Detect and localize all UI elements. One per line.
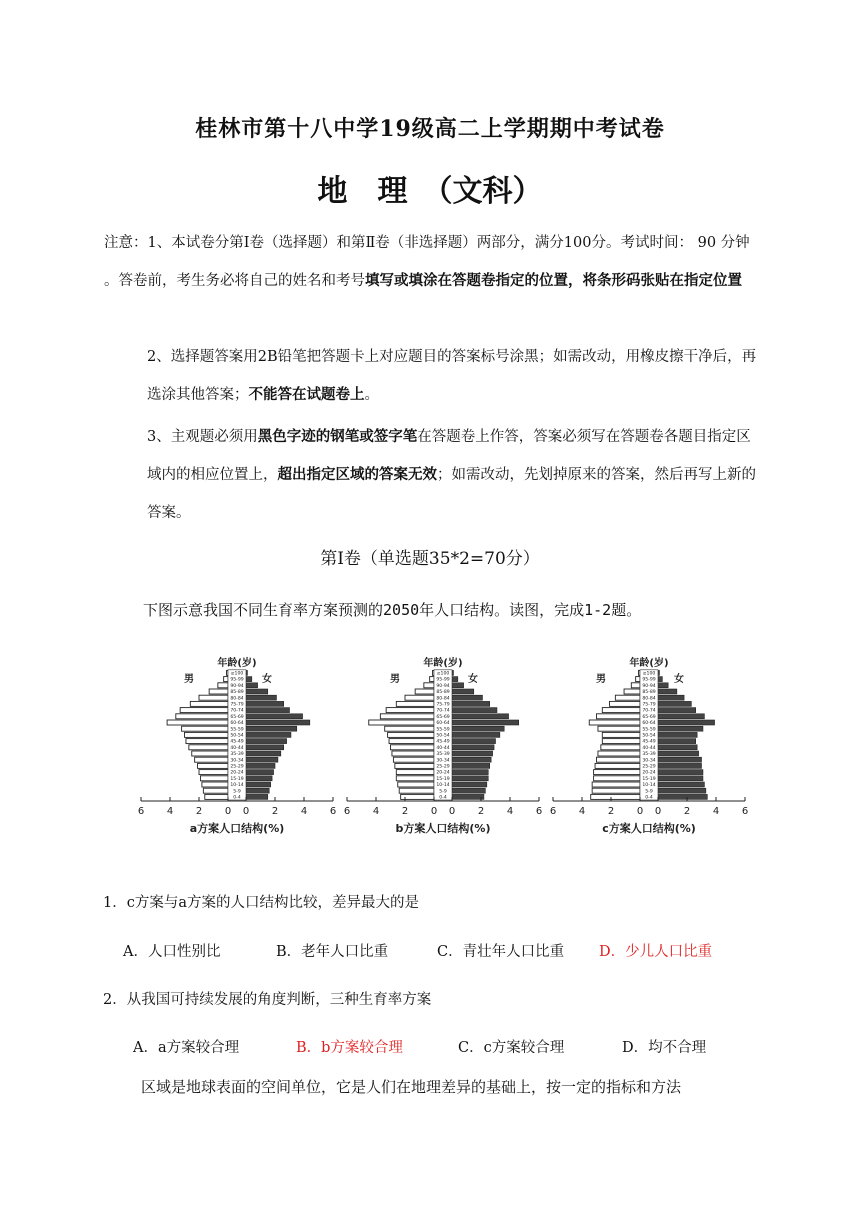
x-tick-label: 0 xyxy=(654,806,662,817)
section-title: 第Ⅰ卷（单选题35*2=70分） xyxy=(320,549,540,569)
age-tick-label: 95-99 xyxy=(642,677,656,683)
q1-option-d[interactable]: D．少儿人口比重 xyxy=(599,944,713,960)
notice-item-1-text: 1、本试卷分第Ⅰ卷（选择题）和第Ⅱ卷（非选择题）两部分，满分100分。考试时间： 90 分钟 。答卷前，考生务必将自己的姓名和考号 xyxy=(104,235,750,289)
male-bar xyxy=(176,714,228,719)
x-tick-label: 6 xyxy=(549,806,557,817)
age-tick-label: 40-44 xyxy=(642,745,656,751)
x-tick-label: 6 xyxy=(343,806,351,817)
female-bar xyxy=(658,763,702,768)
age-tick-label: 5-9 xyxy=(233,789,241,795)
age-tick-label: 50-54 xyxy=(230,733,244,739)
age-tick-label: 30-34 xyxy=(642,758,656,764)
female-bar xyxy=(658,677,662,682)
notice-item-3-bold-a: 黑色字迹的钢笔或签字笔 xyxy=(257,428,418,445)
age-tick-label: 15-19 xyxy=(642,776,656,782)
male-bar xyxy=(385,726,434,731)
female-bar xyxy=(246,770,274,775)
female-bar xyxy=(658,701,691,706)
male-bar xyxy=(597,714,641,719)
school-title: 桂林市第十八中学19级高二上学期期中考试卷 xyxy=(195,116,665,142)
notice-item-2-text: 2、选择题答案用2B铅笔把答题卡上对应题目的答案标号涂黑；如需改动，用橡皮擦干净后，再选涂其他答案； xyxy=(147,349,757,403)
male-bar xyxy=(610,701,640,706)
age-tick-label: 0-4 xyxy=(439,795,447,801)
male-label: 男 xyxy=(184,673,194,685)
male-bar xyxy=(391,745,435,750)
q1-option-a[interactable]: A．人口性别比 xyxy=(123,944,221,960)
population-pyramids xyxy=(0,640,860,840)
notice-item-1-bold: 填写或填涂在答题卷指定的位置，将条形码张贴在指定位置 xyxy=(365,272,742,289)
x-tick-label: 2 xyxy=(607,806,615,817)
female-bar xyxy=(246,689,268,694)
age-tick-label: ≥100 xyxy=(436,671,450,677)
female-bar xyxy=(246,739,287,744)
age-tick-label: 95-99 xyxy=(230,677,244,683)
age-tick-label: 35-39 xyxy=(436,752,450,758)
male-bar xyxy=(199,695,228,700)
age-tick-label: 85-89 xyxy=(642,690,656,696)
age-tick-label: 80-84 xyxy=(436,696,450,702)
male-bar xyxy=(224,677,228,682)
male-bar xyxy=(389,739,434,744)
age-tick-label: 70-74 xyxy=(436,708,450,714)
female-bar xyxy=(452,714,509,719)
age-tick-label: 80-84 xyxy=(642,696,656,702)
age-tick-label: 70-74 xyxy=(230,708,244,714)
notice-item-2-bold: 不能答在试题卷上 xyxy=(248,386,365,403)
age-tick-label: 0-4 xyxy=(645,795,653,801)
male-bar xyxy=(209,689,228,694)
male-bar xyxy=(396,770,434,775)
age-axis-label: 年龄(岁) xyxy=(629,657,669,669)
female-bar xyxy=(452,751,493,756)
male-bar xyxy=(597,757,641,762)
male-bar xyxy=(636,677,640,682)
age-tick-label: 20-24 xyxy=(230,770,244,776)
male-bar xyxy=(602,739,640,744)
female-bar xyxy=(246,701,284,706)
age-tick-label: 0-4 xyxy=(233,795,241,801)
male-bar xyxy=(399,788,434,793)
male-bar xyxy=(186,739,228,744)
female-bar xyxy=(246,683,258,688)
female-bar xyxy=(452,794,484,799)
age-tick-label: 5-9 xyxy=(439,789,447,795)
age-axis-label: 年龄(岁) xyxy=(423,657,463,669)
male-bar xyxy=(591,794,640,799)
x-tick-label: 0 xyxy=(242,806,250,817)
age-tick-label: 65-69 xyxy=(642,714,656,720)
male-bar xyxy=(598,726,640,731)
male-bar xyxy=(198,763,228,768)
q1-option-c[interactable]: C．青壮年人口比重 xyxy=(437,944,565,960)
male-bar xyxy=(598,751,640,756)
female-bar xyxy=(246,714,303,719)
female-bar xyxy=(452,732,500,737)
male-label: 男 xyxy=(390,673,400,685)
age-tick-label: 75-79 xyxy=(230,702,244,708)
female-bar xyxy=(452,720,519,725)
male-bar xyxy=(398,782,434,787)
x-tick-label: 0 xyxy=(448,806,456,817)
pyramid-title: a方案人口结构(%) xyxy=(189,822,285,835)
female-label: 女 xyxy=(262,673,272,685)
male-bar xyxy=(595,763,640,768)
female-bar xyxy=(452,788,485,793)
notice-label: 注意： xyxy=(104,235,148,251)
question-1-options xyxy=(0,940,860,960)
female-bar xyxy=(658,708,696,713)
male-bar xyxy=(195,757,228,762)
age-tick-label: 90-94 xyxy=(642,683,656,689)
age-tick-label: 50-54 xyxy=(436,733,450,739)
age-tick-label: 80-84 xyxy=(230,696,244,702)
pyramid-title: b方案人口结构(%) xyxy=(395,822,491,835)
female-bar xyxy=(246,776,272,781)
age-tick-label: 90-94 xyxy=(436,683,450,689)
age-tick-label: 60-64 xyxy=(230,721,244,727)
male-bar xyxy=(369,720,434,725)
age-tick-label: 60-64 xyxy=(642,721,656,727)
age-tick-label: 40-44 xyxy=(436,745,450,751)
age-tick-label: 55-59 xyxy=(642,727,656,733)
age-tick-label: 20-24 xyxy=(436,770,450,776)
male-bar xyxy=(615,695,640,700)
male-bar xyxy=(182,726,228,731)
notice-item-3-bold-b: 超出指定区域的答案无效 xyxy=(277,466,437,483)
female-bar xyxy=(658,751,699,756)
age-tick-label: 90-94 xyxy=(230,683,244,689)
male-bar xyxy=(180,708,228,713)
male-bar xyxy=(380,714,434,719)
female-bar xyxy=(658,695,684,700)
female-bar xyxy=(658,726,703,731)
male-bar xyxy=(589,720,640,725)
q2-option-a[interactable]: A．a方案较合理 xyxy=(133,1040,240,1056)
male-bar xyxy=(405,695,434,700)
male-bar xyxy=(624,689,640,694)
x-tick-label: 0 xyxy=(224,806,232,817)
male-bar xyxy=(200,776,228,781)
male-bar xyxy=(189,745,228,750)
age-tick-label: 30-34 xyxy=(436,758,450,764)
male-bar xyxy=(395,763,434,768)
male-bar xyxy=(602,732,640,737)
female-bar xyxy=(246,763,275,768)
female-bar xyxy=(452,689,474,694)
male-bar xyxy=(396,776,434,781)
male-bar xyxy=(167,720,228,725)
age-tick-label: 25-29 xyxy=(230,764,244,770)
female-label: 女 xyxy=(468,673,478,685)
female-bar xyxy=(246,788,269,793)
female-bar xyxy=(452,683,464,688)
age-axis-label: 年龄(岁) xyxy=(217,657,257,669)
age-tick-label: 55-59 xyxy=(230,727,244,733)
male-bar xyxy=(601,745,640,750)
x-tick-label: 4 xyxy=(300,806,308,817)
male-bar xyxy=(592,788,640,793)
male-bar xyxy=(199,770,228,775)
pyramid-b xyxy=(344,656,542,835)
age-tick-label: 5-9 xyxy=(645,789,653,795)
x-tick-label: 0 xyxy=(636,806,644,817)
male-bar xyxy=(386,708,434,713)
male-bar xyxy=(415,689,434,694)
x-tick-label: 4 xyxy=(506,806,514,817)
q1-option-b[interactable]: B．老年人口比重 xyxy=(276,944,389,960)
female-bar xyxy=(246,757,278,762)
female-bar xyxy=(452,757,491,762)
male-bar xyxy=(396,701,434,706)
male-bar xyxy=(388,732,434,737)
q2-option-d[interactable]: D．均不合理 xyxy=(622,1040,707,1056)
female-bar xyxy=(658,689,677,694)
age-tick-label: 10-14 xyxy=(642,783,656,789)
female-bar xyxy=(452,770,488,775)
pyramid-a xyxy=(138,656,336,835)
age-tick-label: 35-39 xyxy=(230,752,244,758)
q2-option-c[interactable]: C．c方案较合理 xyxy=(458,1040,565,1056)
x-tick-label: 2 xyxy=(401,806,409,817)
male-bar xyxy=(594,776,640,781)
female-bar xyxy=(452,695,482,700)
female-bar xyxy=(658,788,706,793)
x-tick-label: 2 xyxy=(683,806,691,817)
x-tick-label: 6 xyxy=(741,806,749,817)
age-tick-label: 75-79 xyxy=(436,702,450,708)
x-tick-label: 6 xyxy=(535,806,543,817)
male-label: 男 xyxy=(596,673,606,685)
female-bar xyxy=(658,794,707,799)
notice-item-3-text-c: ；如需改动，先划掉原来的答案，然后再写上新的答案。 xyxy=(147,467,756,521)
age-tick-label: 25-29 xyxy=(436,764,450,770)
question-intro: 下图示意我国不同生育率方案预测的2050年人口结构。读图，完成1-2题。 xyxy=(143,601,642,619)
pyramid-c xyxy=(550,656,748,835)
female-bar xyxy=(452,708,497,713)
female-bar xyxy=(246,695,276,700)
female-bar xyxy=(246,720,310,725)
female-bar xyxy=(658,683,668,688)
female-bar xyxy=(452,739,496,744)
male-bar xyxy=(631,683,640,688)
female-bar xyxy=(658,776,703,781)
age-tick-label: 35-39 xyxy=(642,752,656,758)
x-tick-label: 4 xyxy=(578,806,586,817)
x-tick-label: 4 xyxy=(166,806,174,817)
age-tick-label: 95-99 xyxy=(436,677,450,683)
subject-title: 地 理 （文科） xyxy=(317,174,543,209)
pyramid-title: c方案人口结构(%) xyxy=(602,822,696,835)
age-tick-label: 75-79 xyxy=(642,702,656,708)
female-bar xyxy=(452,782,487,787)
female-bar xyxy=(658,770,703,775)
female-bar xyxy=(658,714,704,719)
notice-item-3 xyxy=(147,418,759,532)
female-bar xyxy=(658,732,697,737)
age-tick-label: 45-49 xyxy=(642,739,656,745)
female-bar xyxy=(246,726,297,731)
age-tick-label: ≥100 xyxy=(230,671,244,677)
male-bar xyxy=(424,683,434,688)
notice-item-2 xyxy=(147,338,759,414)
age-tick-label: 10-14 xyxy=(230,783,244,789)
age-tick-label: 60-64 xyxy=(436,721,450,727)
male-bar xyxy=(594,770,640,775)
male-bar xyxy=(392,751,434,756)
female-bar xyxy=(452,726,504,731)
question-2-stem: 2．从我国可持续发展的角度判断，三种生育率方案 xyxy=(103,992,432,1008)
female-bar xyxy=(246,677,252,682)
female-bar xyxy=(452,701,490,706)
female-bar xyxy=(246,732,291,737)
x-tick-label: 0 xyxy=(430,806,438,817)
male-bar xyxy=(203,788,228,793)
age-tick-label: 50-54 xyxy=(642,733,656,739)
male-bar xyxy=(185,732,229,737)
question-2-options xyxy=(0,1036,860,1056)
male-bar xyxy=(205,794,228,799)
male-bar xyxy=(393,757,434,762)
passage-text: 区域是地球表面的空间单位，它是人们在地理差异的基础上，按一定的指标和方法 xyxy=(141,1078,682,1096)
notice-item-1 xyxy=(104,224,760,300)
age-tick-label: 85-89 xyxy=(230,690,244,696)
female-bar xyxy=(452,763,490,768)
female-bar xyxy=(452,677,458,682)
age-tick-label: 30-34 xyxy=(230,758,244,764)
age-tick-label: 45-49 xyxy=(436,739,450,745)
notice-item-3-text-b: 在答题卷上作答，答案必须写在答题卷各题目指定区域内的相应位置上， xyxy=(147,429,751,483)
female-bar xyxy=(452,745,494,750)
female-bar xyxy=(658,757,702,762)
male-bar xyxy=(430,677,434,682)
female-bar xyxy=(452,776,488,781)
age-tick-label: 15-19 xyxy=(436,776,450,782)
male-bar xyxy=(190,701,228,706)
male-bar xyxy=(592,782,640,787)
female-label: 女 xyxy=(674,673,684,685)
x-tick-label: 6 xyxy=(137,806,145,817)
female-bar xyxy=(246,751,281,756)
female-bar xyxy=(658,720,715,725)
age-tick-label: ≥100 xyxy=(642,671,656,677)
female-bar xyxy=(658,745,697,750)
age-tick-label: 65-69 xyxy=(436,714,450,720)
male-bar xyxy=(192,751,228,756)
age-tick-label: 70-74 xyxy=(642,708,656,714)
female-bar xyxy=(246,782,271,787)
male-bar xyxy=(602,708,640,713)
q2-option-b[interactable]: B．b方案较合理 xyxy=(296,1040,403,1056)
male-bar xyxy=(202,782,228,787)
female-bar xyxy=(246,794,268,799)
age-tick-label: 20-24 xyxy=(642,770,656,776)
female-bar xyxy=(246,708,290,713)
female-bar xyxy=(658,782,704,787)
x-tick-label: 2 xyxy=(271,806,279,817)
age-tick-label: 40-44 xyxy=(230,745,244,751)
x-tick-label: 4 xyxy=(372,806,380,817)
x-tick-label: 2 xyxy=(195,806,203,817)
age-tick-label: 55-59 xyxy=(436,727,450,733)
age-tick-label: 65-69 xyxy=(230,714,244,720)
notice-item-3-text-a: 3、主观题必须用 xyxy=(147,429,258,445)
female-bar xyxy=(658,739,696,744)
male-bar xyxy=(401,794,434,799)
female-bar xyxy=(246,745,284,750)
x-tick-label: 4 xyxy=(712,806,720,817)
age-tick-label: 85-89 xyxy=(436,690,450,696)
male-bar xyxy=(218,683,228,688)
age-tick-label: 25-29 xyxy=(642,764,656,770)
age-tick-label: 15-19 xyxy=(230,776,244,782)
x-tick-label: 6 xyxy=(329,806,337,817)
age-tick-label: 10-14 xyxy=(436,783,450,789)
question-1-stem: 1．c方案与a方案的人口结构比较，差异最大的是 xyxy=(103,895,419,911)
x-tick-label: 2 xyxy=(477,806,485,817)
notice-item-2-end: 。 xyxy=(364,387,379,403)
age-tick-label: 45-49 xyxy=(230,739,244,745)
